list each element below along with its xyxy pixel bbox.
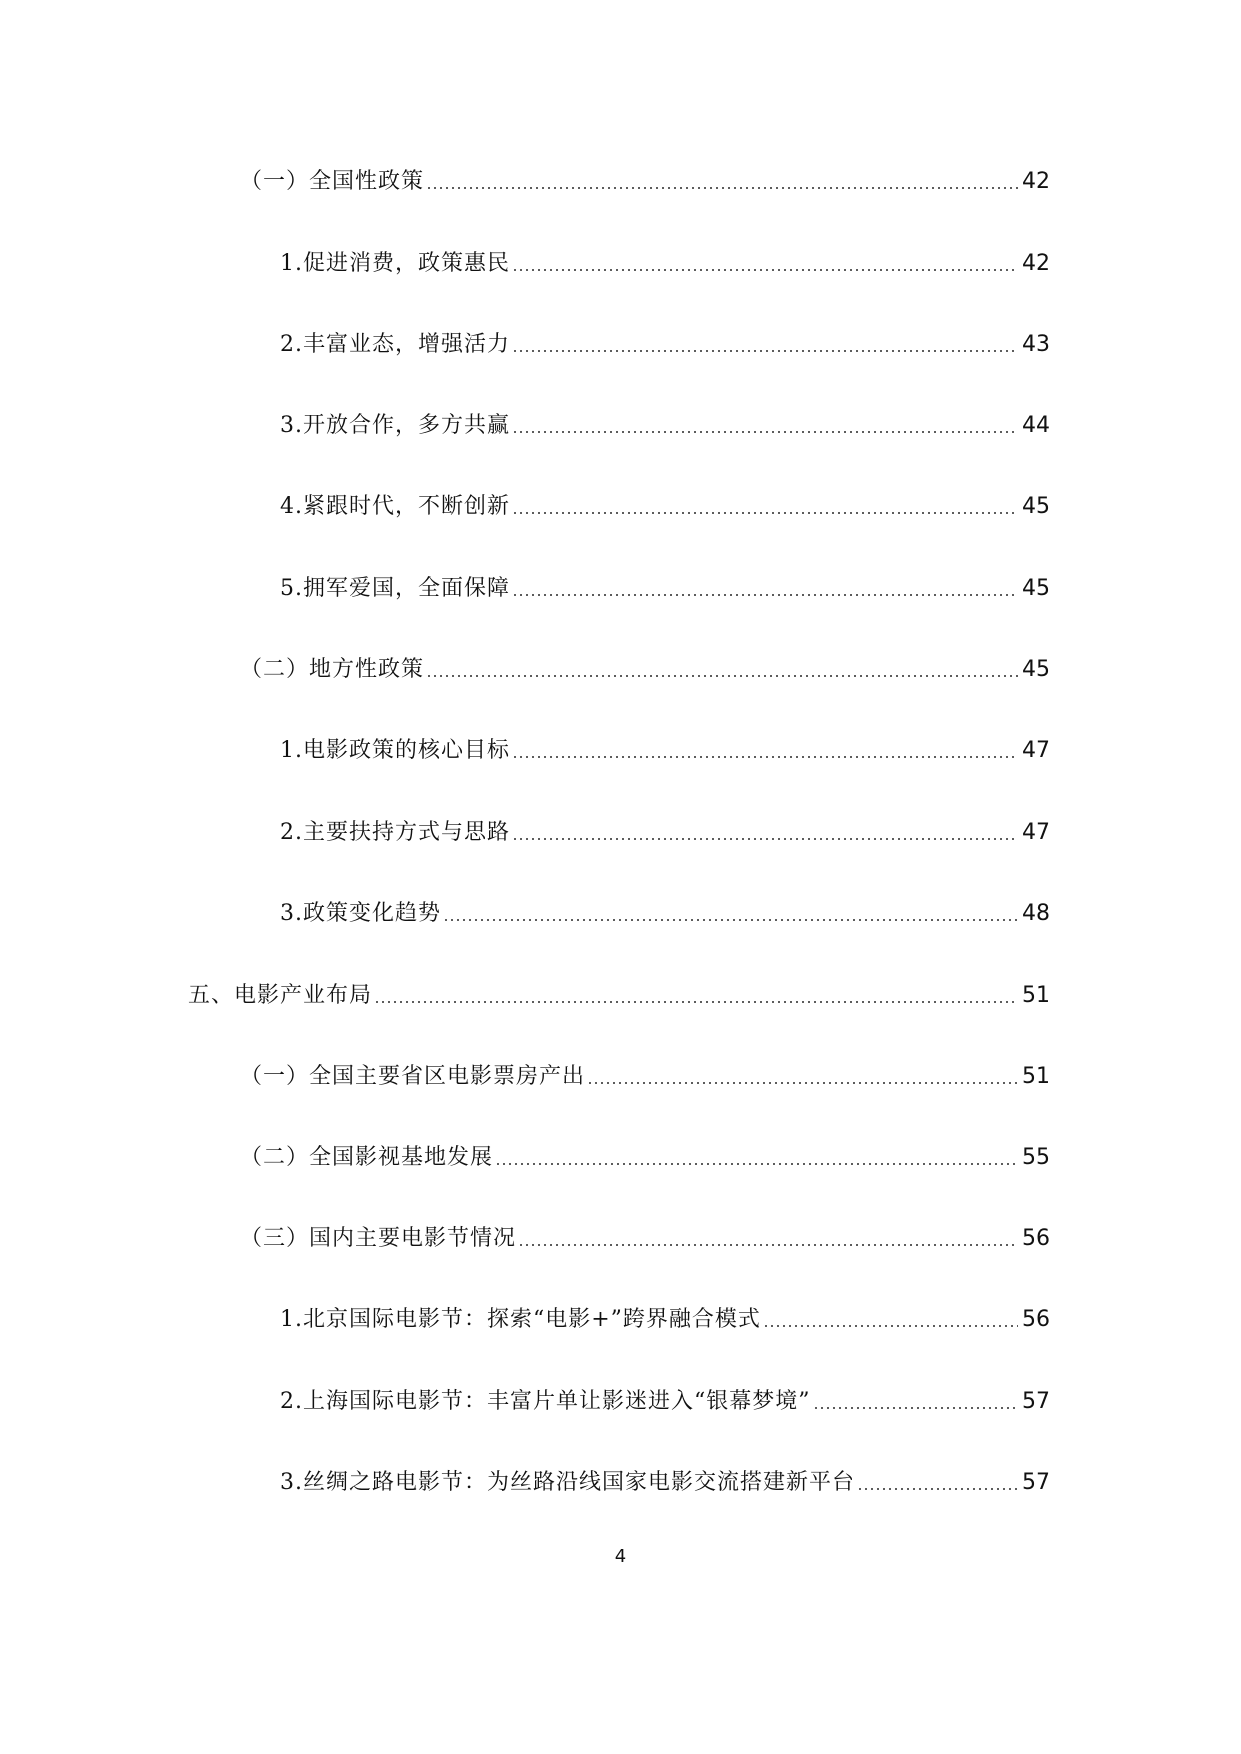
- toc-entry[interactable]: [280, 1305, 1050, 1335]
- toc-entry[interactable]: [280, 818, 1050, 848]
- toc-entry-page: 51: [1022, 1064, 1050, 1089]
- toc-entry[interactable]: [280, 411, 1050, 441]
- toc-entry-page: 57: [1022, 1470, 1050, 1495]
- toc-entry-title: 3.丝绸之路电影节：为丝路沿线国家电影交流搭建新平台: [280, 1470, 855, 1495]
- toc-entry[interactable]: [280, 899, 1050, 929]
- toc-entry[interactable]: [280, 330, 1050, 360]
- toc-entry[interactable]: [240, 655, 1050, 685]
- page-number: 4: [614, 1546, 627, 1567]
- dot-leader: [518, 1244, 1018, 1246]
- dot-leader: [512, 350, 1018, 352]
- toc-entry-title: 5.拥军爱国，全面保障: [280, 576, 510, 601]
- dot-leader: [763, 1325, 1018, 1327]
- toc-entry-title: 4.紧跟时代，不断创新: [280, 494, 510, 519]
- toc-entry-page: 44: [1022, 413, 1050, 438]
- toc-entry-title: 2.上海国际电影节：丰富片单让影迷进入“银幕梦境”: [280, 1389, 811, 1414]
- toc-entry[interactable]: [280, 574, 1050, 604]
- toc-entry-page: 51: [1022, 983, 1050, 1008]
- toc-entry-page: 45: [1022, 576, 1050, 601]
- toc-entry[interactable]: [188, 981, 1050, 1011]
- dot-leader: [857, 1488, 1018, 1490]
- toc-entry-title: （二）全国影视基地发展: [240, 1145, 494, 1170]
- toc-entry-page: 56: [1022, 1307, 1050, 1332]
- dot-leader: [443, 919, 1018, 921]
- toc-entry-title: （二）地方性政策: [240, 657, 425, 682]
- toc-entry[interactable]: [280, 249, 1050, 279]
- dot-leader: [374, 1001, 1018, 1003]
- toc-entry[interactable]: [240, 1062, 1050, 1092]
- toc-entry[interactable]: [280, 1387, 1050, 1417]
- toc-entry-page: 48: [1022, 901, 1050, 926]
- dot-leader: [512, 512, 1018, 514]
- toc-entry-title: 2.丰富业态，增强活力: [280, 332, 510, 357]
- toc-entry-title: 2.主要扶持方式与思路: [280, 820, 510, 845]
- toc-entry-page: 55: [1022, 1145, 1050, 1170]
- dot-leader: [426, 675, 1018, 677]
- toc-entry-title: 3.政策变化趋势: [280, 901, 441, 926]
- dot-leader: [587, 1082, 1018, 1084]
- toc-entry[interactable]: [240, 1143, 1050, 1173]
- toc-entry-page: 43: [1022, 332, 1050, 357]
- toc-entry-page: 56: [1022, 1226, 1050, 1251]
- toc-entry-title: 3.开放合作，多方共赢: [280, 413, 510, 438]
- dot-leader: [512, 431, 1018, 433]
- toc-entry[interactable]: [280, 492, 1050, 522]
- toc-entry-page: 45: [1022, 657, 1050, 682]
- toc-entry-page: 47: [1022, 820, 1050, 845]
- toc-entry-page: 42: [1022, 251, 1050, 276]
- toc-entry-title: 1.北京国际电影节：探索“电影+”跨界融合模式: [280, 1307, 761, 1332]
- toc-entry-title: 1.促进消费，政策惠民: [280, 251, 510, 276]
- dot-leader: [495, 1163, 1018, 1165]
- toc-entry-title: 五、电影产业布局: [188, 983, 373, 1008]
- toc-entry-title: （一）全国主要省区电影票房产出: [240, 1064, 586, 1089]
- toc-entry-title: （一）全国性政策: [240, 169, 425, 194]
- toc-entry-title: （三）国内主要电影节情况: [240, 1226, 517, 1251]
- dot-leader: [426, 187, 1018, 189]
- toc-entry-page: 57: [1022, 1389, 1050, 1414]
- toc-entry[interactable]: [240, 167, 1050, 197]
- toc-entry[interactable]: [240, 1224, 1050, 1254]
- toc-entry-page: 45: [1022, 494, 1050, 519]
- dot-leader: [512, 594, 1018, 596]
- toc-entry[interactable]: [280, 736, 1050, 766]
- toc-entry-page: 47: [1022, 738, 1050, 763]
- dot-leader: [512, 269, 1018, 271]
- dot-leader: [512, 838, 1018, 840]
- dot-leader: [813, 1407, 1019, 1409]
- toc-entry-title: 1.电影政策的核心目标: [280, 738, 510, 763]
- toc-entry-page: 42: [1022, 169, 1050, 194]
- dot-leader: [512, 756, 1018, 758]
- toc-entry[interactable]: [280, 1468, 1050, 1498]
